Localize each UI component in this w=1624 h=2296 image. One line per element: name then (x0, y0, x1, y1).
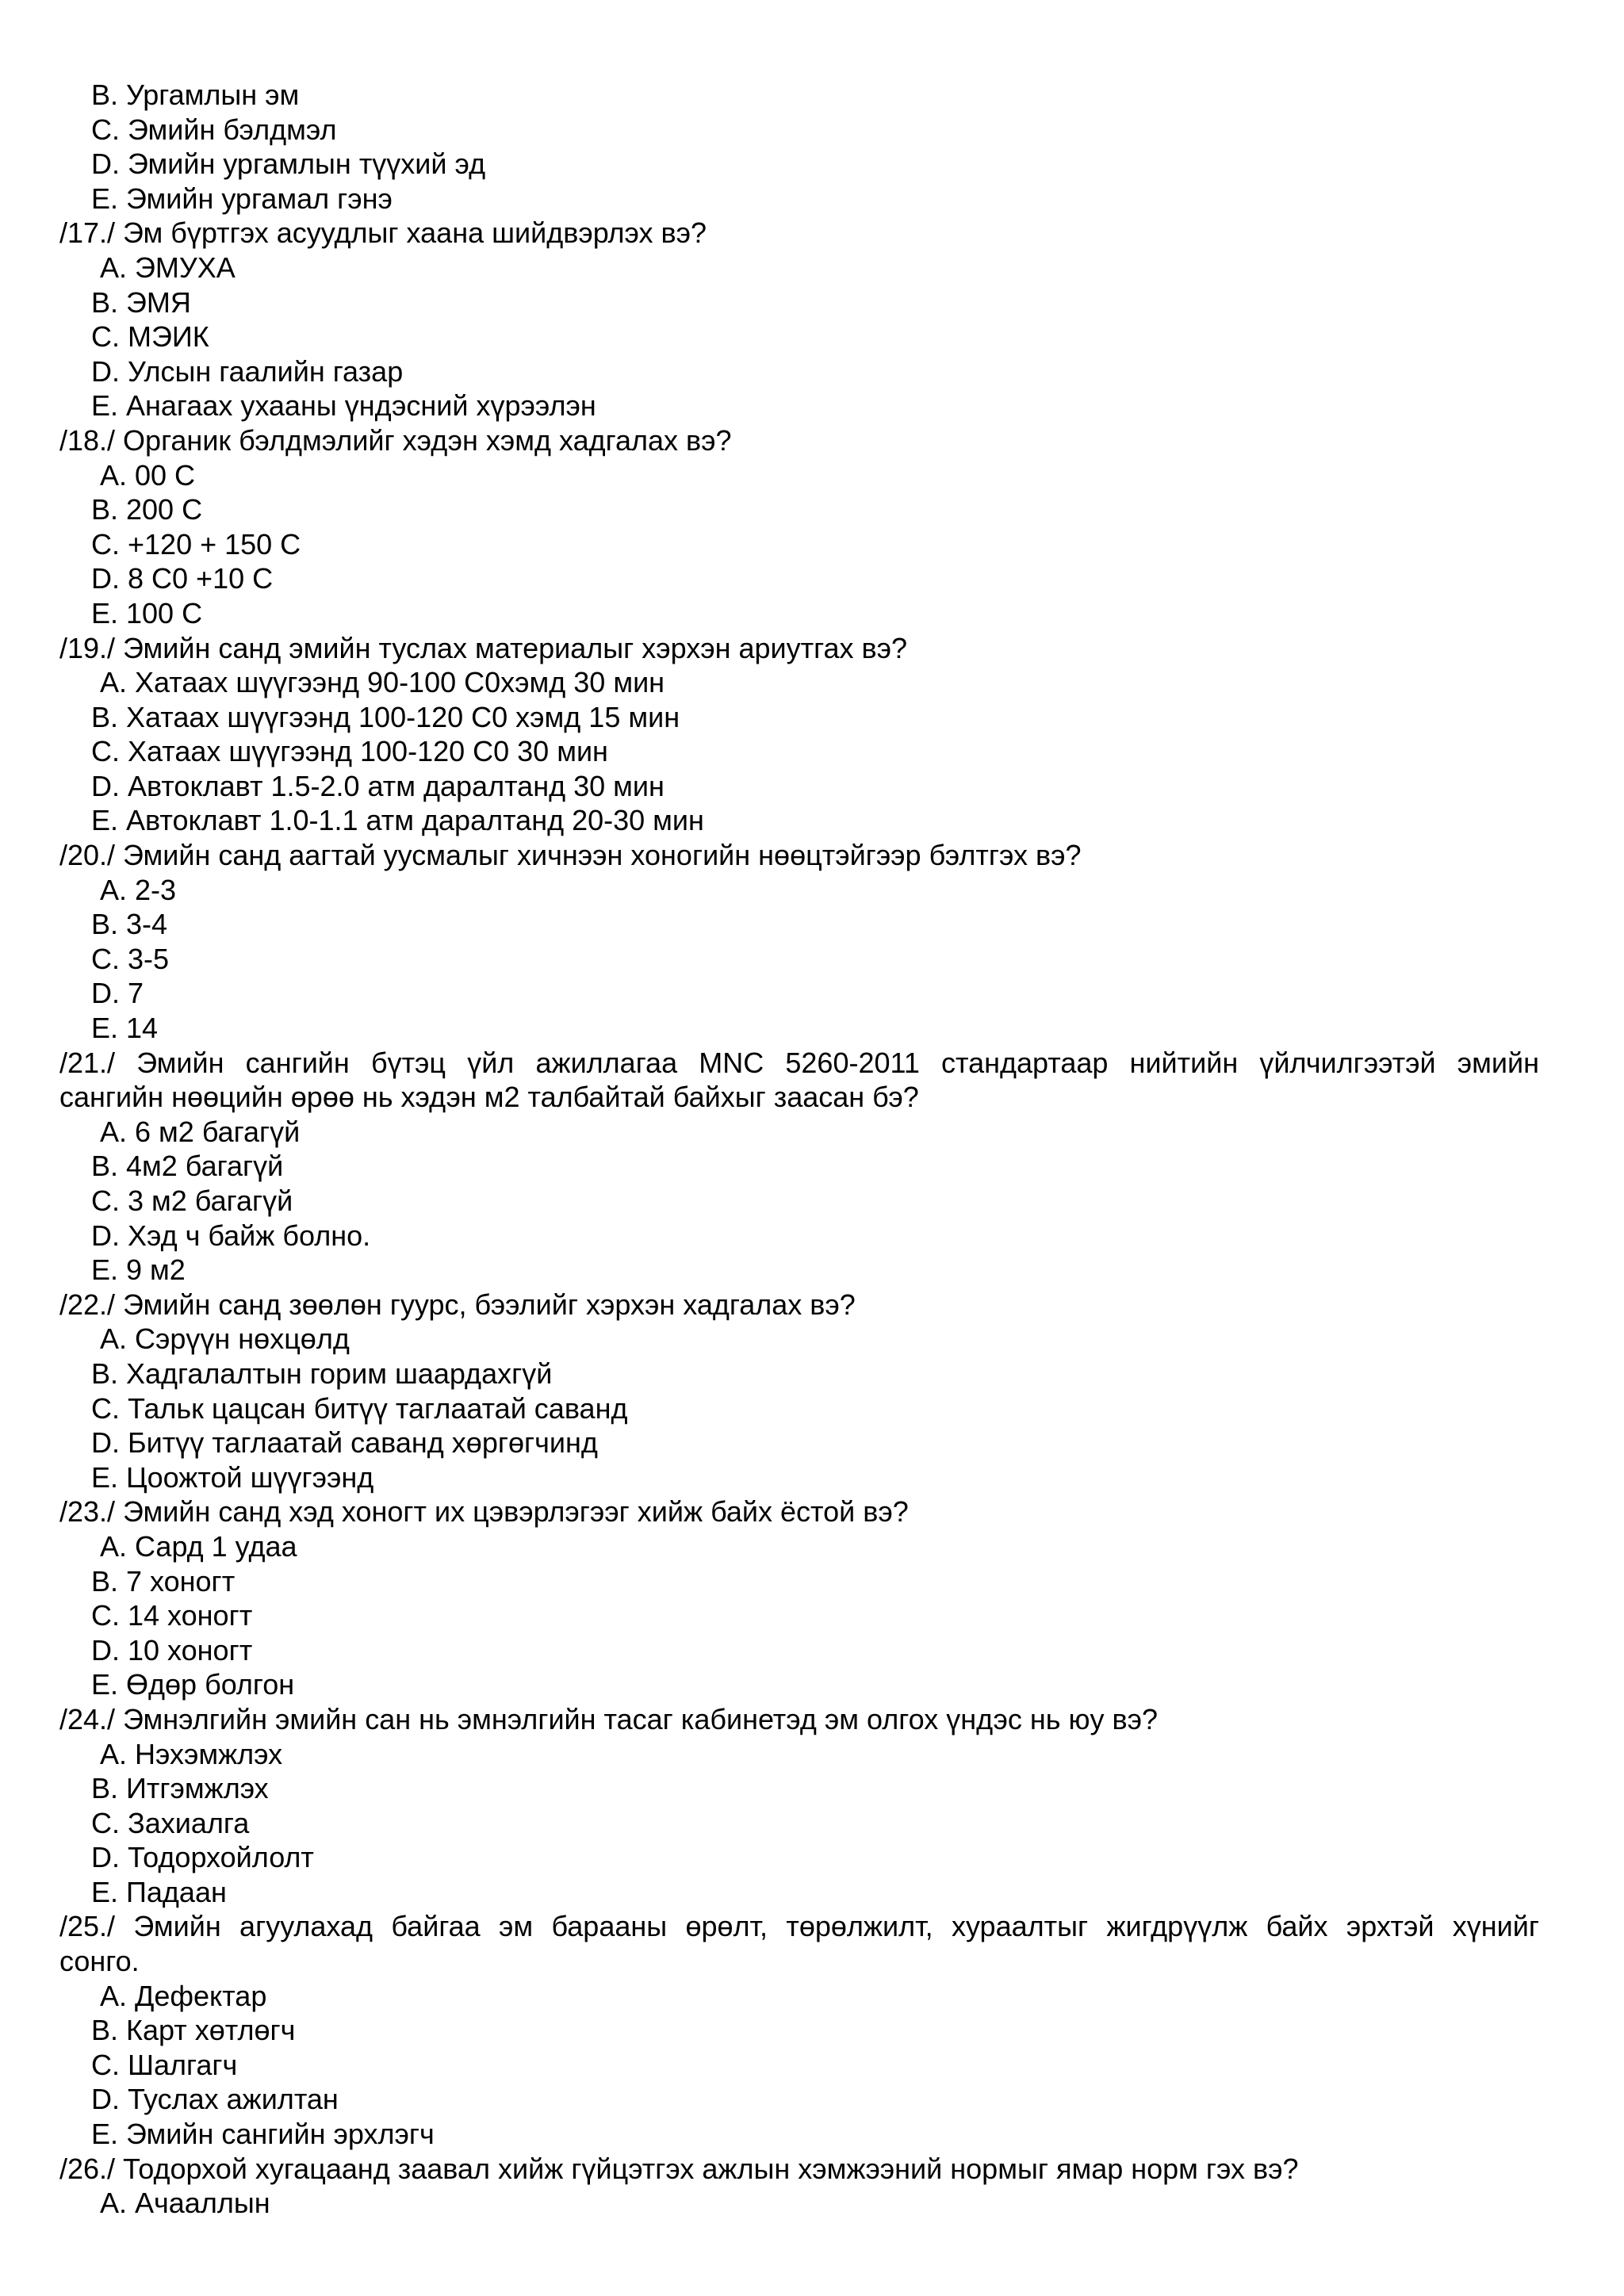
question-text: /22./ Эмийн санд зөөлөн гуурс, бээлийг хэрхэн хадгалах вэ? (59, 1288, 856, 1321)
answer-option: D. Улсын гаалийн газар (91, 354, 404, 388)
answer-option: D. Автоклавт 1.5-2.0 атм даралтанд 30 мин (91, 769, 665, 802)
answer-option: B. Хатаах шүүгээнд 100-120 C0 хэмд 15 мин (91, 700, 680, 733)
answer-option: C. Захиалга (91, 1806, 250, 1839)
answer-option: B. 200 C (91, 493, 203, 526)
question-text: /23./ Эмийн санд хэд хоногт их цэвэрлэгээг хийж байх ёстой вэ? (59, 1495, 909, 1529)
question-text: сангийн нөөцийн өрөө нь хэдэн м2 талбайтай байхыг заасан бэ? (59, 1081, 919, 1114)
answer-option: C. 3-5 (91, 942, 170, 975)
answer-option: E. Өдөр болгон (91, 1668, 295, 1701)
answer-option: A. Сард 1 удаа (100, 1529, 297, 1563)
question-text: /18./ Органик бэлдмэлийг хэдэн хэмд хадгалах вэ? (59, 423, 732, 457)
answer-option: A. Ачааллын (100, 2187, 270, 2220)
answer-option: A. 2-3 (100, 873, 177, 906)
answer-option: D. 8 C0 +10 C (91, 562, 274, 595)
answer-option: D. Тодорхойлолт (91, 1841, 314, 1874)
question-text: /26./ Тодорхой хугацаанд заавал хийж гүйцэтгэх ажлын хэмжээний нормыг ямар норм гэх вэ? (59, 2152, 1299, 2185)
answer-option: E. Автоклавт 1.0-1.1 атм даралтанд 20-30 мин (91, 804, 704, 837)
answer-option: A. 00 C (100, 458, 196, 492)
document-page (0, 78, 1624, 2221)
question-text: /20./ Эмийн санд аагтай уусмалыг хичнээн хоногийн нөөцтэйгээр бэлтгэх вэ? (59, 839, 1082, 872)
answer-option: A. Дефектар (100, 1979, 267, 2012)
answer-option: B. Ургамлын эм (91, 78, 300, 111)
answer-option: D. Эмийн ургамлын түүхий эд (91, 147, 486, 181)
answer-option: B. 4м2 багагүй (91, 1150, 284, 1183)
answer-option: C. +120 + 150 C (91, 527, 301, 561)
answer-option: A. Сэрүүн нөхцөлд (100, 1322, 350, 1356)
answer-option: E. 100 C (91, 596, 203, 629)
answer-option: A. 6 м2 багагүй (100, 1115, 301, 1148)
answer-option: B. Хадгалалтын горим шаардахгүй (91, 1357, 553, 1390)
answer-option: B. 7 хоногт (91, 1564, 236, 1598)
answer-option: A. Нэхэмжлэх (100, 1737, 283, 1770)
answer-option: B. Карт хөтлөгч (91, 2014, 296, 2047)
answer-option: E. Падаан (91, 1875, 227, 1908)
question-text: /25./ Эмийн агуулахад байгаа эм барааны өрөлт, төрөлжилт, хураалтыг жигдрүүлж байх эрхтэй хүнийг (59, 1910, 1539, 1943)
answer-option: C. 3 м2 багагүй (91, 1184, 293, 1217)
answer-option: A. Хатаах шүүгээнд 90-100 C0хэмд 30 мин (100, 666, 665, 699)
question-text: /17./ Эм бүртгэх асуудлыг хаана шийдвэрлэх вэ? (59, 216, 707, 250)
answer-option: B. ЭМЯ (91, 285, 191, 319)
answer-option: B. 3-4 (91, 908, 168, 941)
answer-option: D. 10 хоногт (91, 1633, 253, 1667)
answer-option: E. Цоожтой шүүгээнд (91, 1460, 374, 1494)
question-text: сонго. (59, 1945, 140, 1978)
answer-option: C. Шалгагч (91, 2048, 238, 2081)
question-text: /21./ Эмийн сангийн бүтэц үйл ажиллагаа MNC 5260-2011 стандартаар нийтийн үйлчилгээтэй эмийн (59, 1046, 1539, 1079)
answer-option: C. Хатаах шүүгээнд 100-120 C0 30 мин (91, 735, 608, 768)
answer-option: D. 7 (91, 977, 144, 1010)
answer-option: C. МЭИК (91, 320, 209, 354)
answer-option: E. 9 м2 (91, 1253, 186, 1287)
question-text: /24./ Эмнэлгийн эмийн сан нь эмнэлгийн тасаг кабинетэд эм олгох үндэс нь юу вэ? (59, 1702, 1159, 1735)
question-list (0, 78, 1624, 2221)
answer-option: D. Туслах ажилтан (91, 2083, 339, 2116)
answer-option: E. 14 (91, 1012, 159, 1045)
answer-option: E. Эмийн ургамал гэнэ (91, 182, 393, 215)
answer-option: A. ЭМУХА (100, 251, 236, 284)
answer-option: C. Эмийн бэлдмэл (91, 113, 337, 146)
answer-option: D. Битүү таглаатай саванд хөргөгчинд (91, 1426, 598, 1460)
answer-option: E. Анагаах ухааны үндэсний хүрээлэн (91, 389, 596, 423)
answer-option: C. 14 хоногт (91, 1599, 253, 1632)
answer-option: D. Хэд ч байж болно. (91, 1219, 371, 1252)
answer-option: C. Тальк цацсан битүү таглаатай саванд (91, 1391, 628, 1425)
question-text: /19./ Эмийн санд эмийн туслах материалыг хэрхэн ариутгах вэ? (59, 631, 908, 664)
answer-option: B. Итгэмжлэх (91, 1772, 269, 1805)
answer-option: E. Эмийн сангийн эрхлэгч (91, 2118, 435, 2151)
